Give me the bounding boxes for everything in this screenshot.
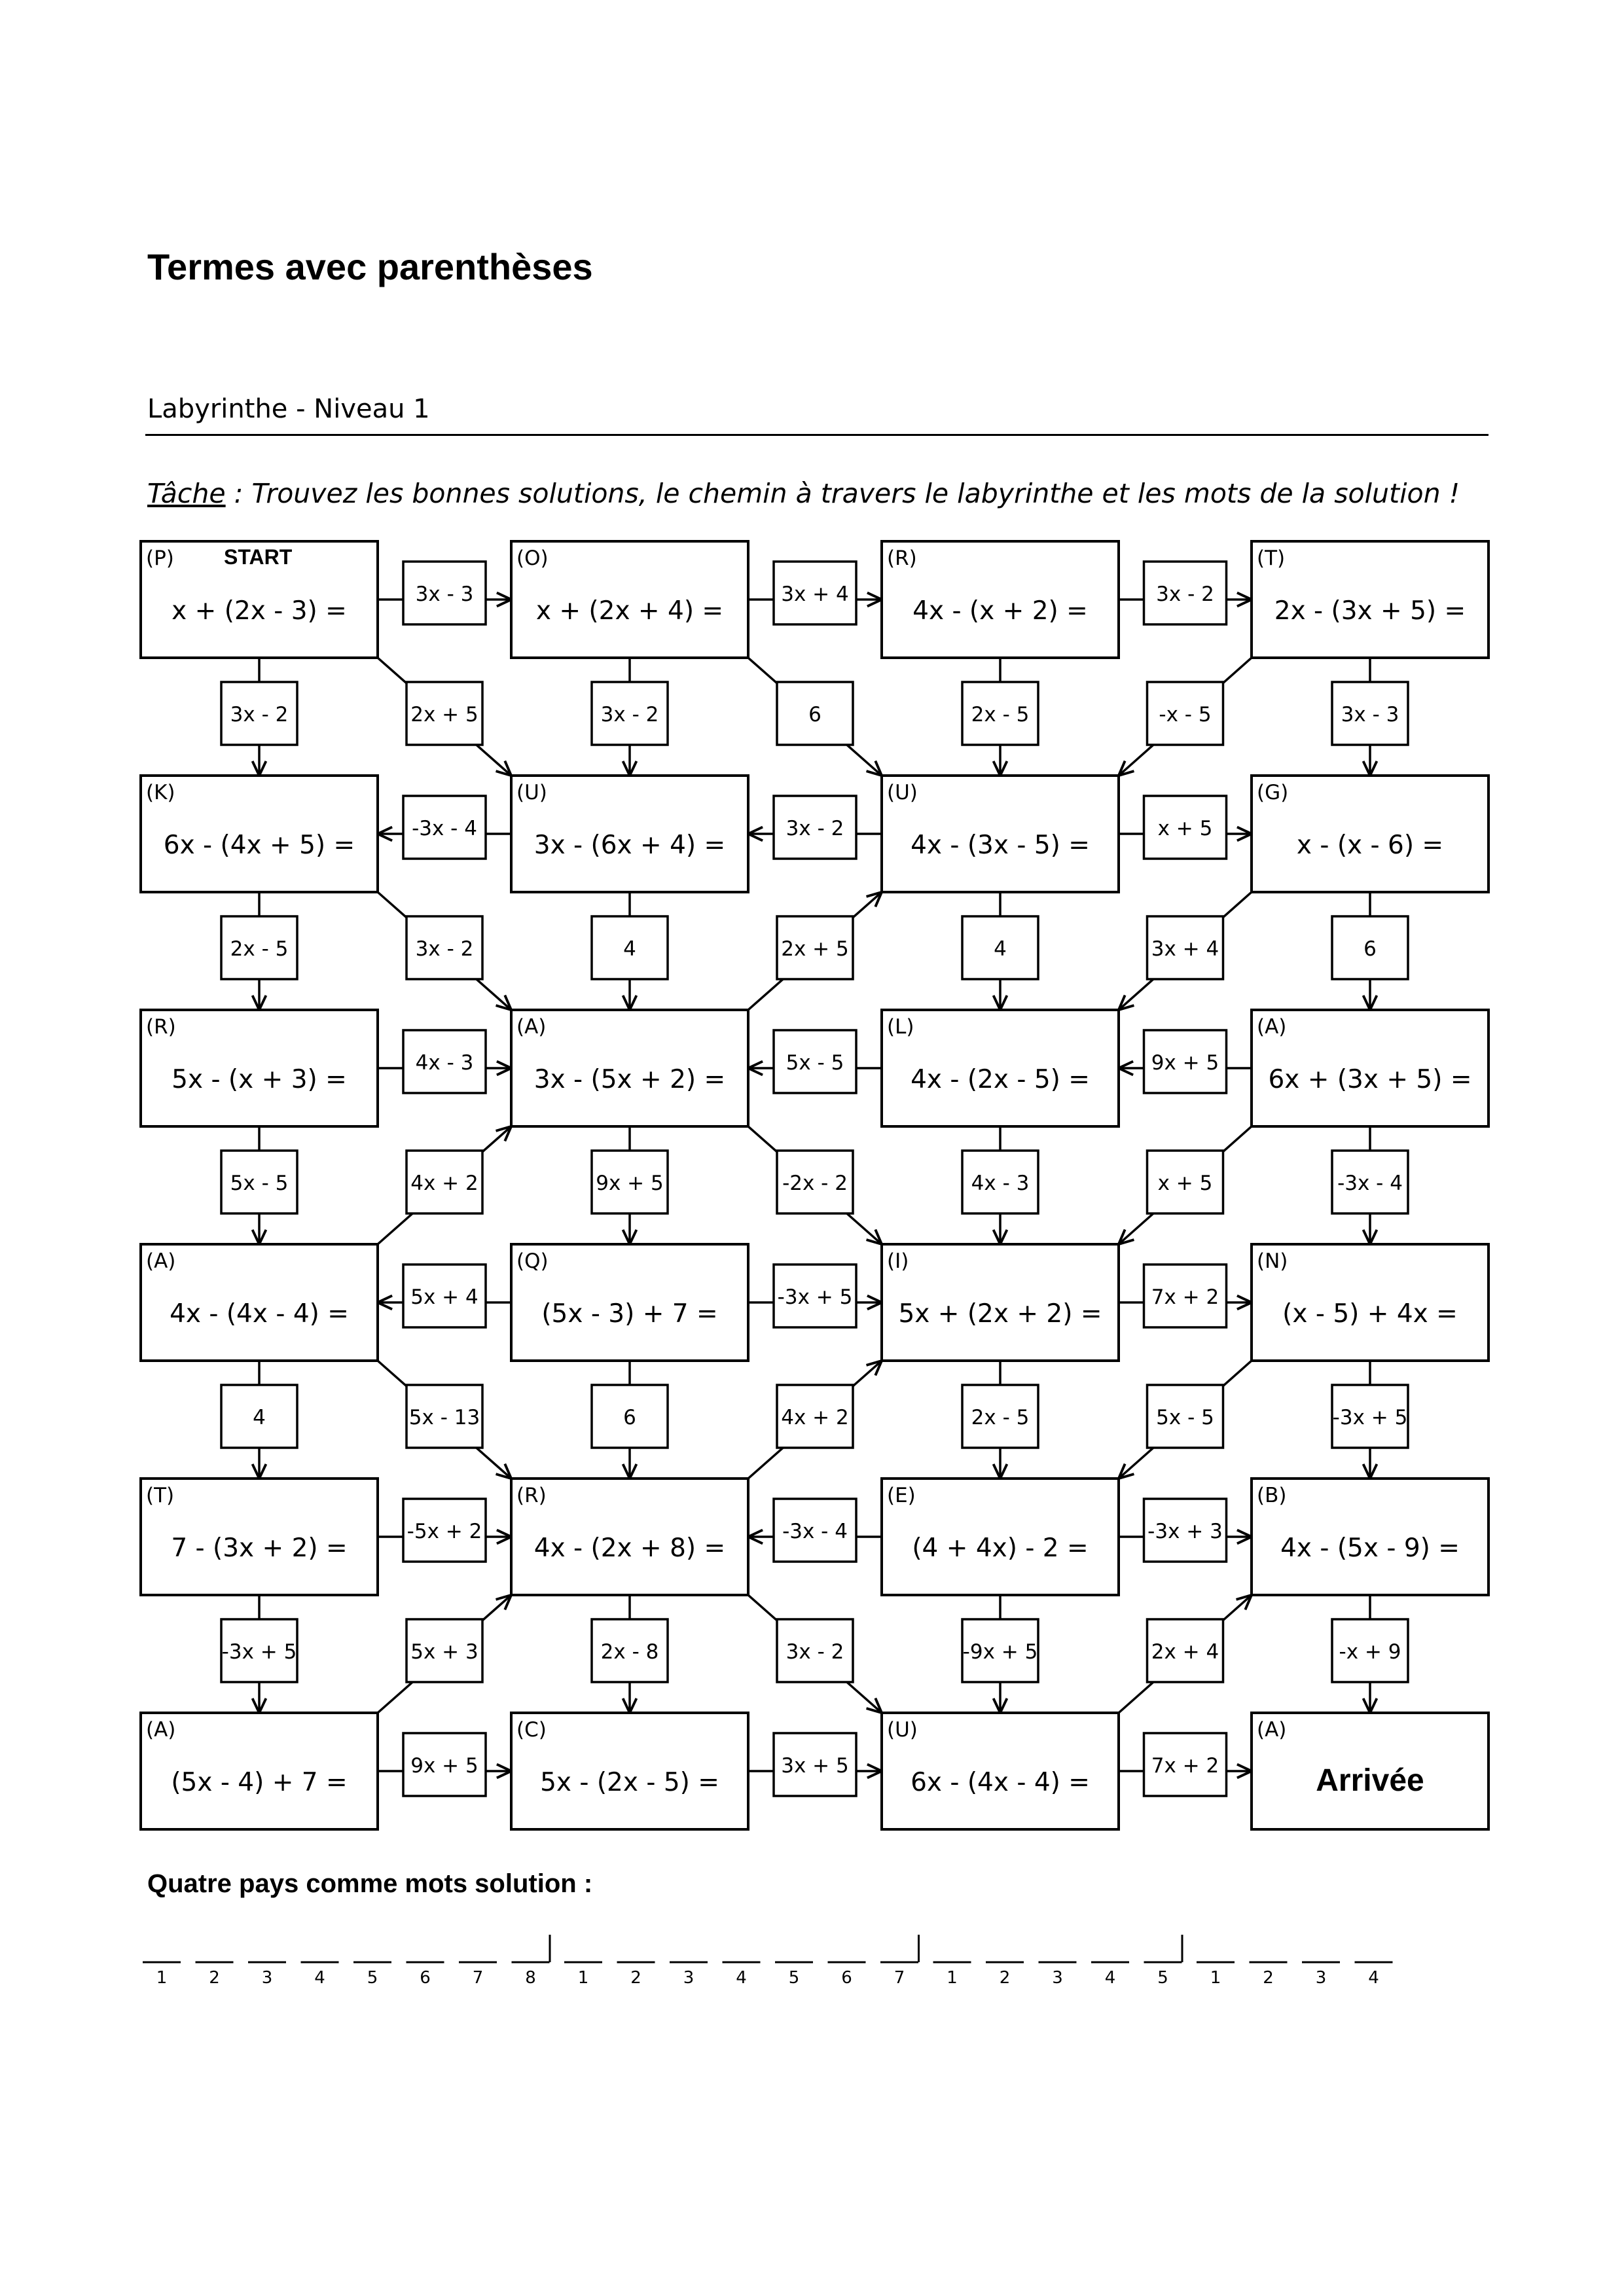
connector-v-r1-7 xyxy=(1332,682,1408,745)
connector-h-r1-3-label: 3x - 2 xyxy=(1156,583,1214,606)
connector-v-r5-6 xyxy=(1147,1619,1223,1682)
slot-number: 7 xyxy=(472,1968,484,1988)
connector-v-r2-5 xyxy=(962,916,1038,979)
connector-v-r5-3 xyxy=(592,1619,668,1682)
connector-v-r2-7 xyxy=(1332,916,1408,979)
slot-number: 3 xyxy=(261,1968,273,1988)
box-letter: (B) xyxy=(1257,1484,1287,1507)
slot-number: 2 xyxy=(1263,1968,1274,1988)
connector-v-r2-4-label: 2x + 5 xyxy=(781,937,849,961)
slot-number: 3 xyxy=(1315,1968,1327,1988)
connector-v-r3-3-label: 9x + 5 xyxy=(596,1172,664,1195)
connector-h-r4-2 xyxy=(774,1265,856,1327)
box-letter: (A) xyxy=(146,1718,176,1742)
slot-number: 5 xyxy=(788,1968,800,1988)
connector-h-r2-2-label: 3x - 2 xyxy=(785,817,844,840)
connector-h-r3-2 xyxy=(774,1030,856,1093)
box-expression: 3x - (5x + 2) = xyxy=(533,1065,726,1094)
connector-h-r6-1-label: 9x + 5 xyxy=(410,1754,478,1778)
connector-h-r2-2 xyxy=(774,796,856,859)
connector-v-r3-7 xyxy=(1332,1151,1408,1213)
connector-v-r2-2-label: 3x - 2 xyxy=(415,937,474,961)
connector-v-r4-2-label: 5x - 13 xyxy=(408,1406,480,1429)
connector-v-r2-2 xyxy=(406,916,482,979)
slot-number: 1 xyxy=(1210,1968,1221,1988)
connector-v-r4-7 xyxy=(1332,1385,1408,1448)
slot-number: 1 xyxy=(577,1968,589,1988)
connector-v-r1-5 xyxy=(962,682,1038,745)
box-expression: 6x - (4x + 5) = xyxy=(163,831,355,860)
box-letter: (G) xyxy=(1257,781,1289,804)
box-letter: (R) xyxy=(516,1484,547,1507)
connector-h-r2-1 xyxy=(403,796,486,859)
box-letter: (I) xyxy=(887,1249,909,1273)
connector-v-r5-7-label: -x + 9 xyxy=(1339,1640,1401,1664)
connector-h-r5-2-label: -3x - 4 xyxy=(782,1520,848,1543)
connector-v-r5-7 xyxy=(1332,1619,1408,1682)
slot-number: 1 xyxy=(947,1968,958,1988)
connector-v-r1-6-label: -x - 5 xyxy=(1159,703,1212,726)
maze-box-r3c3 xyxy=(882,1010,1119,1126)
maze-box-r6c1 xyxy=(141,1713,378,1829)
maze-box-r5c3 xyxy=(882,1479,1119,1595)
connector-h-r3-3 xyxy=(1144,1030,1227,1093)
connector-h-r4-3 xyxy=(1144,1265,1227,1327)
connector-h-r4-1-label: 5x + 4 xyxy=(410,1285,478,1309)
connector-h-r1-1 xyxy=(403,562,486,624)
box-letter: (U) xyxy=(887,781,918,804)
box-letter: (U) xyxy=(887,1718,918,1742)
connector-v-r4-5 xyxy=(962,1385,1038,1448)
connector-h-r3-1 xyxy=(403,1030,486,1093)
box-letter: (P) xyxy=(146,547,174,570)
slot-number: 4 xyxy=(736,1968,747,1988)
box-expression: 6x - (4x - 4) = xyxy=(911,1768,1090,1797)
connector-v-r4-5-label: 2x - 5 xyxy=(971,1406,1030,1429)
maze-box-r1c3 xyxy=(882,541,1119,658)
connector-v-r3-5 xyxy=(962,1151,1038,1213)
connector-v-r2-6-label: 3x + 4 xyxy=(1151,937,1219,961)
connector-h-r3-3-label: 9x + 5 xyxy=(1151,1051,1219,1075)
slot-number: 3 xyxy=(683,1968,695,1988)
connector-h-r4-3-label: 7x + 2 xyxy=(1151,1285,1219,1309)
connector-v-r3-1-label: 5x - 5 xyxy=(230,1172,289,1195)
slot-number: 4 xyxy=(1104,1968,1116,1988)
connector-v-r1-6 xyxy=(1147,682,1223,745)
slot-number: 1 xyxy=(156,1968,168,1988)
slot-number: 2 xyxy=(209,1968,220,1988)
connector-v-r2-4 xyxy=(777,916,853,979)
connector-v-r3-7-label: -3x - 4 xyxy=(1337,1172,1403,1195)
connector-v-r4-4 xyxy=(777,1385,853,1448)
task-text: : Trouvez les bonnes solutions, le chemin à travers le labyrinthe et les mots de la solution ! xyxy=(225,478,1460,509)
connector-v-r1-7-label: 3x - 3 xyxy=(1341,703,1399,726)
connector-v-r1-3 xyxy=(592,682,668,745)
maze-connectors xyxy=(221,562,1408,1796)
maze-box-r6c2 xyxy=(511,1713,748,1829)
connector-v-r4-1 xyxy=(221,1385,297,1448)
start-label: START xyxy=(224,545,293,569)
slot-number: 8 xyxy=(525,1968,536,1988)
box-letter: (T) xyxy=(146,1484,175,1507)
connector-v-r5-6-label: 2x + 4 xyxy=(1151,1640,1219,1664)
connector-h-r4-1 xyxy=(403,1265,486,1327)
connector-v-r2-5-label: 4 xyxy=(994,937,1007,961)
connector-v-r3-5-label: 4x - 3 xyxy=(971,1172,1030,1195)
box-expression: 4x - (4x - 4) = xyxy=(170,1299,349,1329)
slot-number: 6 xyxy=(841,1968,852,1988)
page-title: Termes avec parenthèses xyxy=(147,246,593,287)
box-expression: 4x - (x + 2) = xyxy=(912,596,1088,626)
box-letter: (A) xyxy=(516,1015,547,1039)
box-expression: 6x + (3x + 5) = xyxy=(1268,1065,1472,1094)
connector-h-r5-2 xyxy=(774,1499,856,1562)
connector-v-r1-2-label: 2x + 5 xyxy=(410,703,478,726)
connector-v-r4-6 xyxy=(1147,1385,1223,1448)
connector-h-r1-1-label: 3x - 3 xyxy=(415,583,474,606)
maze-box-r3c1 xyxy=(141,1010,378,1126)
box-expression: x + (2x - 3) = xyxy=(171,596,347,626)
connector-h-r2-3 xyxy=(1144,796,1227,859)
box-letter: (N) xyxy=(1257,1249,1288,1273)
box-expression: x - (x - 6) = xyxy=(1296,831,1444,860)
connector-h-r2-3-label: x + 5 xyxy=(1157,817,1213,840)
connector-h-r4-2-label: -3x + 5 xyxy=(777,1285,853,1309)
maze-box-r4c4 xyxy=(1252,1244,1489,1361)
slot-number: 5 xyxy=(1157,1968,1168,1988)
connector-v-r4-2 xyxy=(406,1385,482,1448)
box-letter: (E) xyxy=(887,1484,916,1507)
box-letter: (A) xyxy=(146,1249,176,1273)
box-expression: 3x - (6x + 4) = xyxy=(533,831,726,860)
connector-v-r3-1 xyxy=(221,1151,297,1213)
connector-h-r2-1-label: -3x - 4 xyxy=(412,817,477,840)
box-letter: (L) xyxy=(887,1015,914,1039)
connector-v-r1-4 xyxy=(777,682,853,745)
box-letter: (R) xyxy=(887,547,917,570)
slot-number: 4 xyxy=(314,1968,325,1988)
connector-h-r5-3-label: -3x + 3 xyxy=(1147,1520,1223,1543)
slot-number: 5 xyxy=(367,1968,378,1988)
connector-h-r6-1 xyxy=(403,1733,486,1796)
maze-box-r2c3 xyxy=(882,776,1119,892)
connector-h-r6-2-label: 3x + 5 xyxy=(781,1754,849,1778)
connector-v-r5-4 xyxy=(777,1619,853,1682)
maze-box-r2c4 xyxy=(1252,776,1489,892)
connector-h-r6-3-label: 7x + 2 xyxy=(1151,1754,1219,1778)
connector-h-r5-1 xyxy=(403,1499,486,1562)
box-letter: (T) xyxy=(1257,547,1286,570)
connector-h-r6-3 xyxy=(1144,1733,1227,1796)
connector-v-r3-6-label: x + 5 xyxy=(1157,1172,1213,1195)
maze-box-r5c1 xyxy=(141,1479,378,1595)
box-expression: 5x + (2x + 2) = xyxy=(898,1299,1102,1329)
box-expression: 5x - (x + 3) = xyxy=(171,1065,347,1094)
solution-words-heading: Quatre pays comme mots solution : xyxy=(147,1869,593,1898)
maze-box-r6c4 xyxy=(1252,1713,1489,1829)
finish-label: Arrivée xyxy=(1316,1763,1424,1798)
connector-h-r3-2-label: 5x - 5 xyxy=(785,1051,844,1075)
maze-box-r1c4 xyxy=(1252,541,1489,658)
box-letter: (A) xyxy=(1257,1718,1287,1742)
connector-v-r1-1-label: 3x - 2 xyxy=(230,703,289,726)
connector-v-r3-2 xyxy=(406,1151,482,1213)
connector-v-r4-6-label: 5x - 5 xyxy=(1156,1406,1214,1429)
slot-number: 6 xyxy=(420,1968,431,1988)
connector-v-r2-7-label: 6 xyxy=(1363,937,1377,961)
connector-h-r5-3 xyxy=(1144,1499,1227,1562)
connector-v-r4-4-label: 4x + 2 xyxy=(781,1406,849,1429)
box-expression: 4x - (2x - 5) = xyxy=(911,1065,1090,1094)
connector-v-r1-1 xyxy=(221,682,297,745)
box-expression: 7 - (3x + 2) = xyxy=(171,1534,348,1563)
connector-v-r3-2-label: 4x + 2 xyxy=(410,1172,478,1195)
maze-box-r2c2 xyxy=(511,776,748,892)
box-expression: (5x - 3) + 7 = xyxy=(541,1299,718,1329)
connector-v-r5-5 xyxy=(962,1619,1038,1682)
slot-number: 7 xyxy=(893,1968,905,1988)
box-expression: x + (2x + 4) = xyxy=(535,596,724,626)
slot-number: 2 xyxy=(999,1968,1011,1988)
connector-h-r5-1-label: -5x + 2 xyxy=(406,1520,482,1543)
maze-box-r3c4 xyxy=(1252,1010,1489,1126)
maze-box-r4c3 xyxy=(882,1244,1119,1361)
box-letter: (C) xyxy=(516,1718,547,1742)
connector-v-r1-4-label: 6 xyxy=(808,703,821,726)
connector-v-r4-3-label: 6 xyxy=(623,1406,636,1429)
box-letter: (U) xyxy=(516,781,547,804)
connector-v-r1-3-label: 3x - 2 xyxy=(600,703,659,726)
maze-box-r4c1 xyxy=(141,1244,378,1361)
box-letter: (K) xyxy=(146,781,175,804)
box-expression: (4 + 4x) - 2 = xyxy=(912,1534,1089,1563)
box-letter: (R) xyxy=(146,1015,176,1039)
box-letter: (Q) xyxy=(516,1249,549,1273)
task-label: Tâche xyxy=(147,478,226,509)
connector-v-r2-6 xyxy=(1147,916,1223,979)
connector-h-r1-2 xyxy=(774,562,856,624)
maze-box-r5c4 xyxy=(1252,1479,1489,1595)
connector-v-r5-2-label: 5x + 3 xyxy=(410,1640,478,1664)
connector-v-r4-1-label: 4 xyxy=(253,1406,266,1429)
connector-h-r1-3 xyxy=(1144,562,1227,624)
connector-v-r5-4-label: 3x - 2 xyxy=(785,1640,844,1664)
connector-v-r1-2 xyxy=(406,682,482,745)
connector-v-r5-1 xyxy=(221,1619,297,1682)
box-expression: 4x - (2x + 8) = xyxy=(533,1534,726,1563)
connector-v-r2-1-label: 2x - 5 xyxy=(230,937,289,961)
connector-v-r5-2 xyxy=(406,1619,482,1682)
start-marker xyxy=(224,545,293,569)
slot-number: 3 xyxy=(1052,1968,1063,1988)
connector-h-r1-2-label: 3x + 4 xyxy=(781,583,849,606)
slot-number: 2 xyxy=(630,1968,641,1988)
box-expression: 2x - (3x + 5) = xyxy=(1274,596,1466,626)
maze-box-r1c2 xyxy=(511,541,748,658)
connector-v-r2-3 xyxy=(592,916,668,979)
connector-v-r2-1 xyxy=(221,916,297,979)
connector-v-r2-3-label: 4 xyxy=(623,937,636,961)
connector-h-r6-2 xyxy=(774,1733,856,1796)
box-letter: (A) xyxy=(1257,1015,1287,1039)
connector-v-r4-7-label: -3x + 5 xyxy=(1332,1406,1408,1429)
connector-v-r4-3 xyxy=(592,1385,668,1448)
maze-box-r5c2 xyxy=(511,1479,748,1595)
connector-v-r3-4-label: -2x - 2 xyxy=(782,1172,848,1195)
connector-v-r3-6 xyxy=(1147,1151,1223,1213)
slot-number: 4 xyxy=(1368,1968,1379,1988)
maze-box-r6c3 xyxy=(882,1713,1119,1829)
maze-box-r2c1 xyxy=(141,776,378,892)
connector-v-r5-1-label: -3x + 5 xyxy=(221,1640,297,1664)
box-letter: (O) xyxy=(516,547,549,570)
maze-box-r4c2 xyxy=(511,1244,748,1361)
page-subtitle: Labyrinthe - Niveau 1 xyxy=(147,394,430,424)
connector-h-r3-1-label: 4x - 3 xyxy=(415,1051,474,1075)
connector-v-r1-5-label: 2x - 5 xyxy=(971,703,1030,726)
box-expression: 4x - (3x - 5) = xyxy=(911,831,1090,860)
connector-v-r5-3-label: 2x - 8 xyxy=(600,1640,659,1664)
connector-v-r3-4 xyxy=(777,1151,853,1213)
box-expression: 4x - (5x - 9) = xyxy=(1280,1534,1460,1563)
maze-box-r3c2 xyxy=(511,1010,748,1126)
connector-v-r5-5-label: -9x + 5 xyxy=(962,1640,1038,1664)
box-expression: (x - 5) + 4x = xyxy=(1282,1299,1458,1329)
connector-v-r3-3 xyxy=(592,1151,668,1213)
box-expression: 5x - (2x - 5) = xyxy=(540,1768,719,1797)
box-expression: (5x - 4) + 7 = xyxy=(171,1768,348,1797)
